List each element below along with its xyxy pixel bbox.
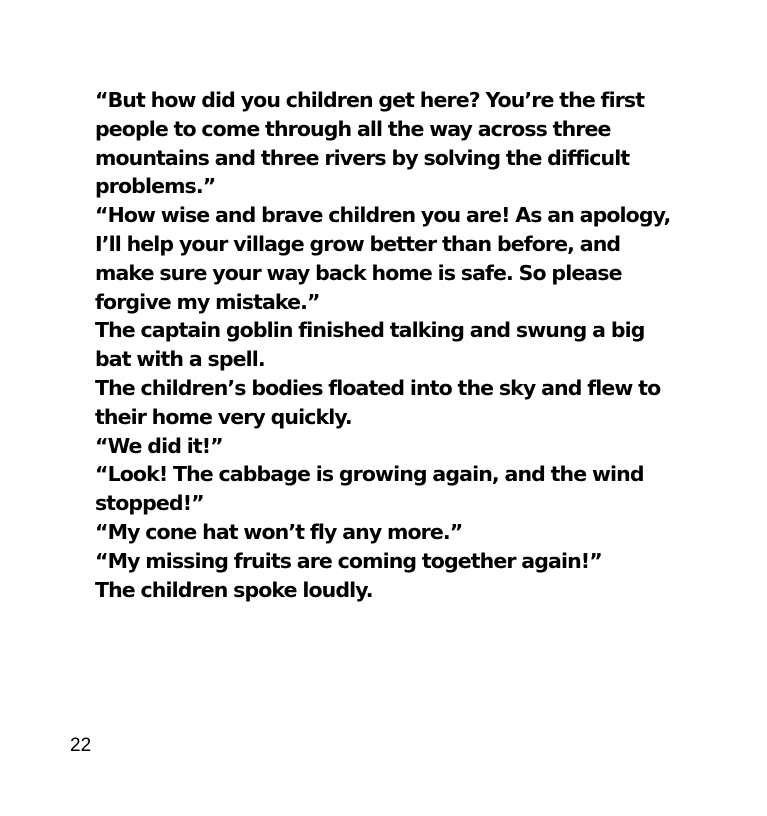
page-number: 22: [70, 735, 92, 756]
story-paragraph: “How wise and brave children you are! As an apology, I’ll help your village grow better than before, and make sure your way back home is safe. So please forgive my mistake.”: [95, 203, 671, 314]
story-paragraph: “Look! The cabbage is growing again, and the wind stopped!”: [95, 462, 644, 516]
story-paragraph: The children spoke loudly.: [95, 577, 373, 602]
story-paragraph: “My missing fruits are coming together again!”: [95, 548, 602, 573]
story-paragraph: “But how did you children get here? You’re the first people to come through all the way across three mountains and three rivers by solving the difficult problems.”: [95, 88, 645, 199]
story-paragraph: “My cone hat won’t fly any more.”: [95, 519, 463, 544]
story-paragraph: The captain goblin finished talking and swung a big bat with a spell.: [95, 318, 645, 372]
story-paragraph: “We did it!”: [95, 433, 223, 458]
story-text: [95, 86, 675, 604]
story-paragraph: The children’s bodies floated into the sky and flew to their home very quickly.: [95, 375, 661, 429]
